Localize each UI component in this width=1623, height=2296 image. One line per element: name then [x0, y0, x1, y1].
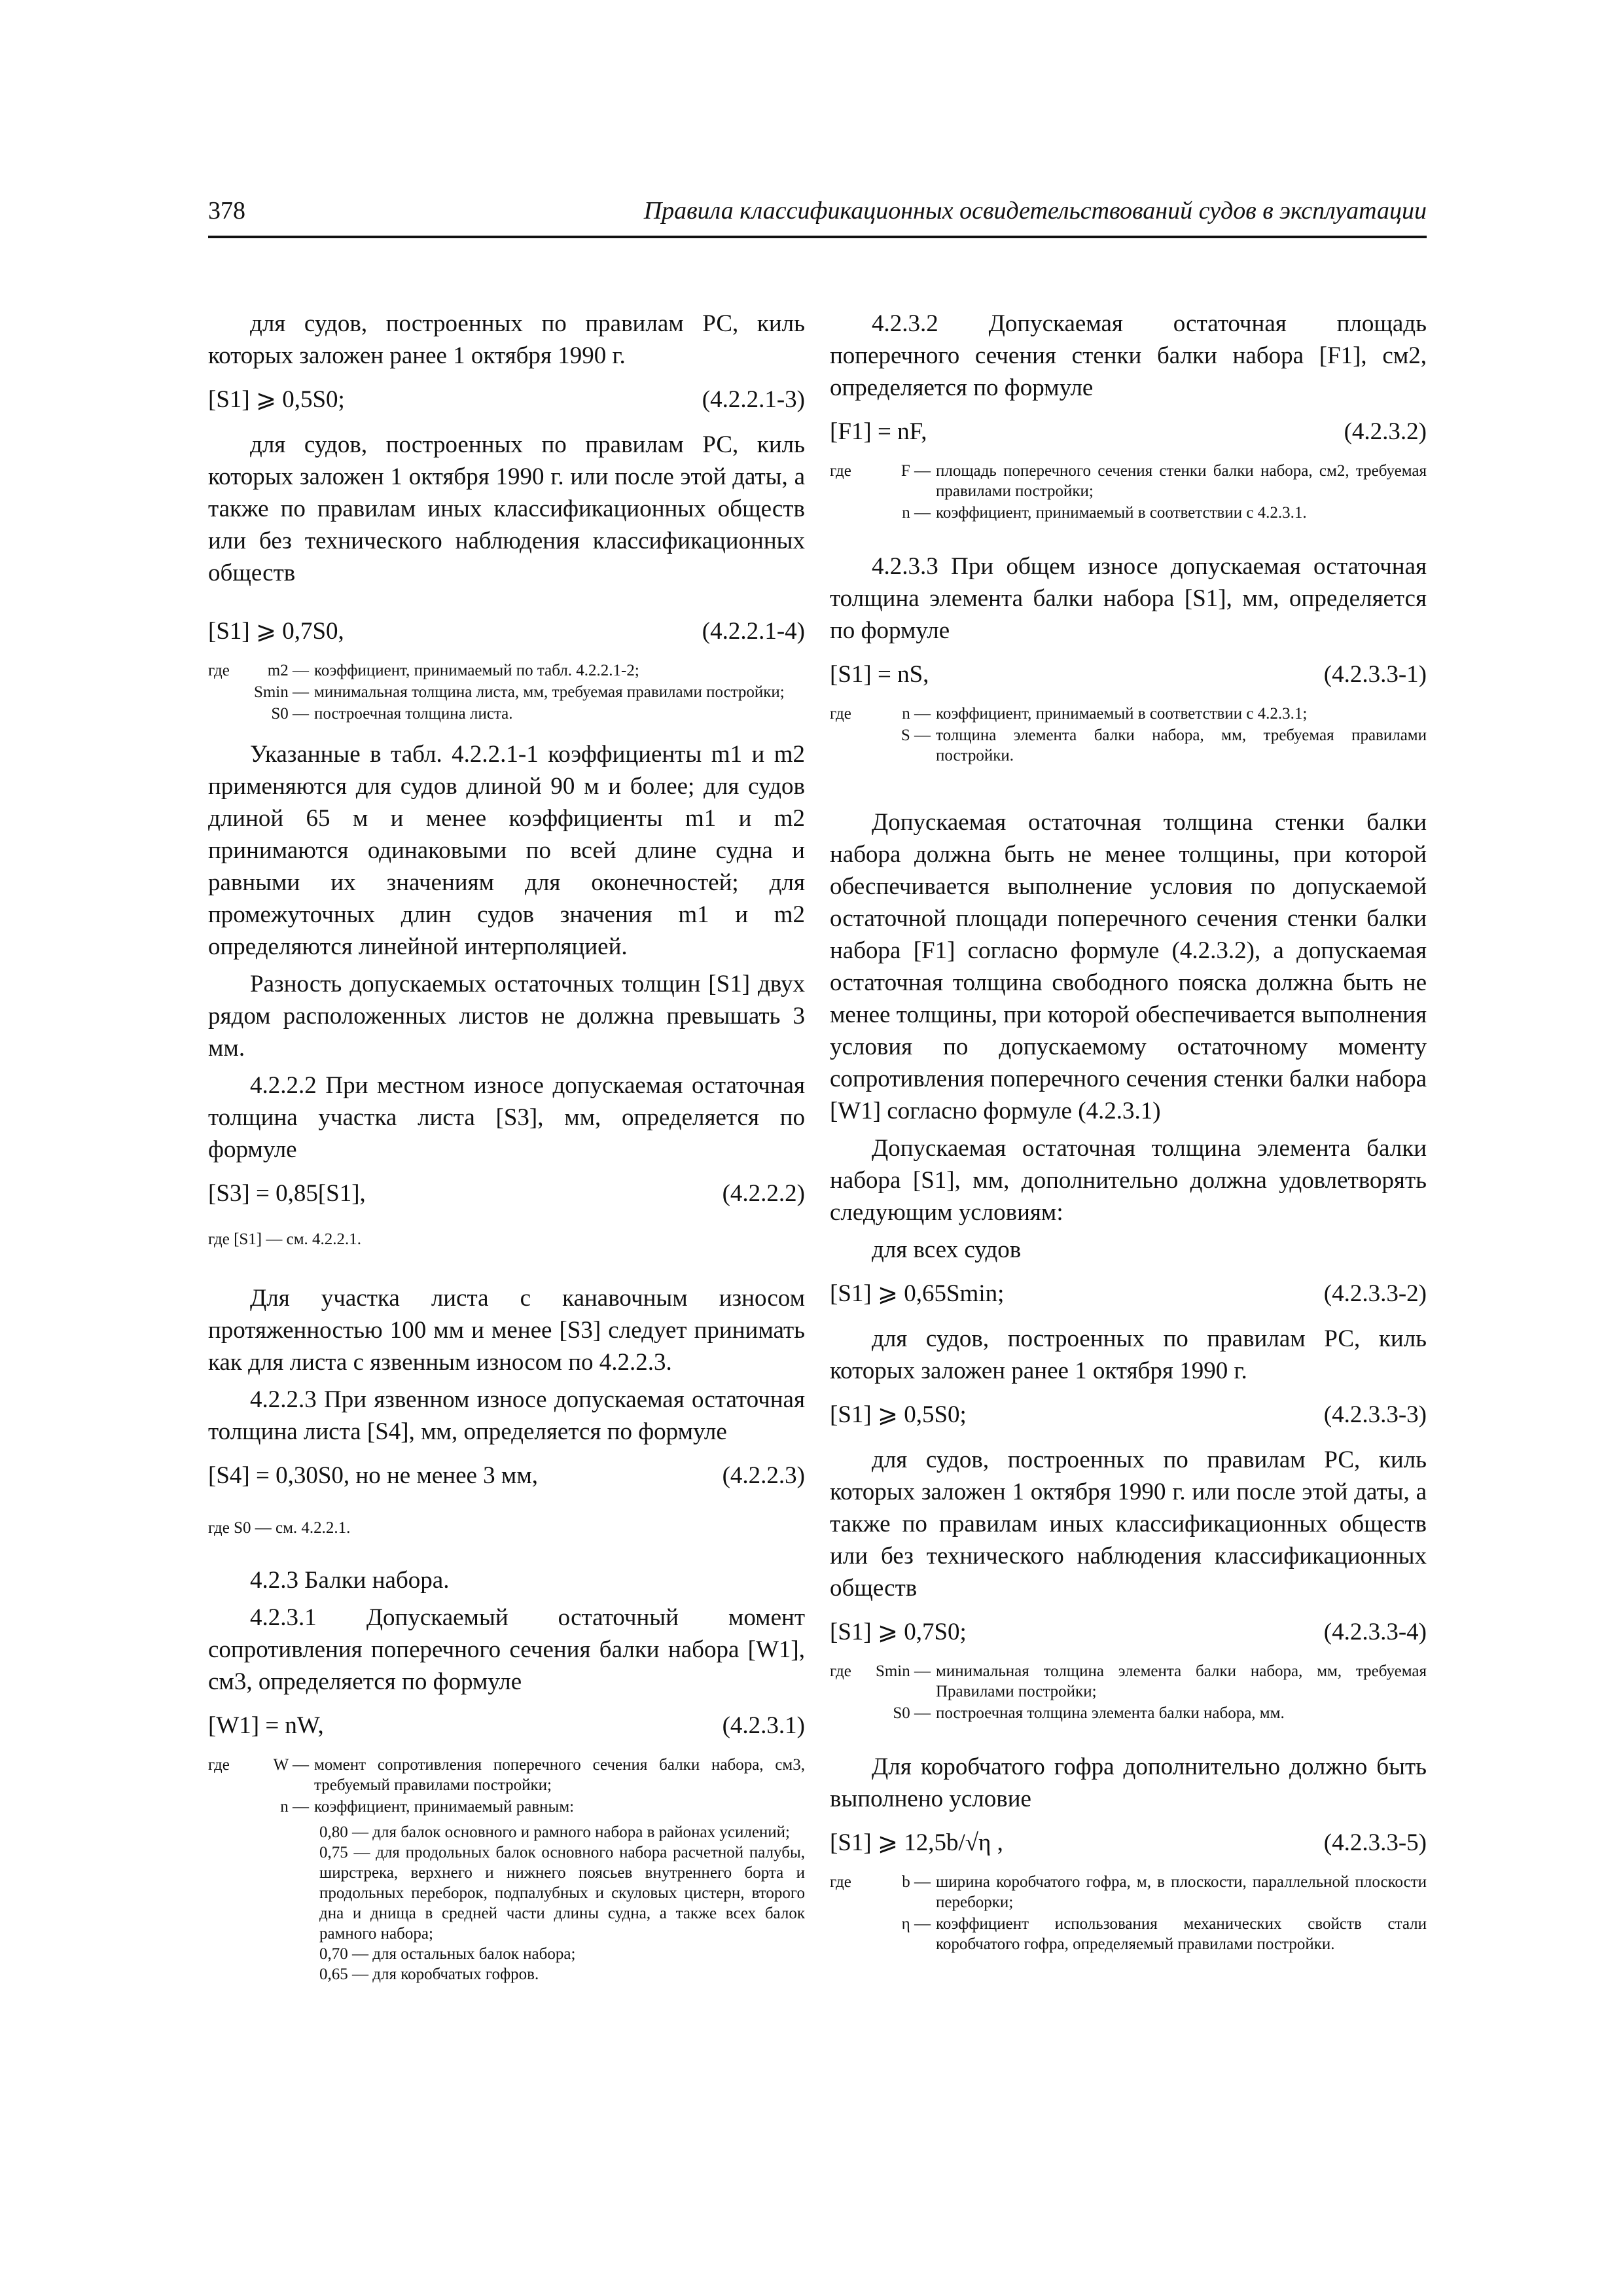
symbol-description: минимальная толщина листа, мм, требуемая правилами постройки;: [314, 683, 785, 701]
paragraph: для всех судов: [872, 1236, 1022, 1263]
formula-number: (4.2.3.3-3): [1323, 1401, 1427, 1428]
where-block: [208, 1518, 805, 1538]
formula-number: (4.2.3.1): [722, 1712, 805, 1739]
where-label: где: [830, 462, 851, 480]
formula-expression: [W1] = nW,: [208, 1712, 324, 1739]
symbol: S0 —: [271, 705, 309, 723]
symbol-description: построечная толщина элемента балки набора, мм.: [936, 1704, 1285, 1722]
where-block: [830, 461, 1427, 524]
paragraph: для судов, построенных по правилам РС, киль которых заложен 1 октября 1990 г. или после этой даты, а также по правилам иных классификационных обществ или без технического наблюдения классификационных обществ: [208, 431, 805, 586]
symbol-description: минимальная толщина элемента балки набора, мм, требуемая Правилами постройки;: [936, 1662, 1427, 1700]
symbol-description: момент сопротивления поперечного сечения балки набора, см3, требуемый правилами постройки;: [314, 1756, 805, 1794]
formula-expression: [S1] ⩾ 0,65Smin;: [830, 1280, 1005, 1307]
formula-expression: [S1] ⩾ 0,7S0,: [208, 618, 344, 645]
right-column: [830, 308, 1427, 1960]
formula: [830, 1399, 1427, 1431]
symbol-description: коэффициент использования механических свойств стали коробчатого гофра, определяемый правилами постройки.: [936, 1915, 1427, 1953]
symbol-description: коэффициент, принимаемый в соответствии с 4.2.3.1;: [936, 705, 1308, 723]
where-item: [873, 461, 1427, 501]
formula-number: (4.2.2.3): [722, 1462, 805, 1489]
where-item: [251, 682, 805, 702]
paragraph: для судов, построенных по правилам РС, киль которых заложен 1 октября 1990 г. или после этой даты, а также по правилам иных классификационных обществ или без технического наблюдения классификационных обществ: [830, 1446, 1427, 1602]
where-block: [830, 704, 1427, 767]
formula-expression: [S3] = 0,85[S1],: [208, 1180, 366, 1207]
symbol: F —: [901, 462, 931, 480]
symbol: m2 —: [267, 662, 309, 679]
coefficient-value: 0,80 — для балок основного и рамного набора в районах усилений;: [319, 1823, 790, 1841]
formula-expression: [S1] ⩾ 12,5b/√η ,: [830, 1829, 1003, 1856]
coefficient-value: 0,70 — для остальных балок набора;: [319, 1945, 576, 1963]
where-label: где: [830, 1662, 851, 1680]
formula: [830, 416, 1427, 448]
formula: [208, 1710, 805, 1742]
paragraph: для судов, построенных по правилам РС, киль которых заложен ранее 1 октября 1990 г.: [830, 1325, 1427, 1384]
formula-expression: [S1] ⩾ 0,7S0;: [830, 1619, 967, 1645]
formula: [830, 1278, 1427, 1310]
page-number: 378: [208, 197, 245, 224]
paragraph: 4.2.3.1 Допускаемый остаточный момент сопротивления поперечного сечения балки набора [W1], см3, определяется по формуле: [208, 1604, 805, 1695]
running-title: Правила классификационных освидетельствований судов в эксплуатации: [643, 197, 1427, 224]
paragraph: 4.2.3.2 Допускаемая остаточная площадь поперечного сечения стенки балки набора [F1], см2, определяется по формуле: [830, 310, 1427, 401]
coefficient-value: 0,65 — для коробчатых гофров.: [319, 1965, 539, 1983]
symbol: S —: [901, 726, 931, 744]
where-label: где: [830, 1873, 851, 1891]
symbol: Smin —: [875, 1662, 931, 1680]
paragraph: Для участка листа с канавочным износом протяженностью 100 мм и менее [S3] следует принимать как для листа с язвенным износом по 4.2.2.3.: [208, 1285, 805, 1376]
symbol-description: коэффициент, принимаемый равным:: [314, 1798, 575, 1816]
formula-number: (4.2.3.3-4): [1323, 1619, 1427, 1645]
where-item: [873, 1872, 1427, 1912]
formula-number: (4.2.2.1-4): [702, 618, 805, 645]
where-label: где: [830, 705, 851, 723]
paragraph: 4.2.3.3 При общем износе допускаемая остаточная толщина элемента балки набора [S1], мм, определяется по формуле: [830, 553, 1427, 644]
symbol-description: толщина элемента балки набора, мм, требуемая правилами постройки.: [936, 726, 1427, 764]
formula-expression: [S1] ⩾ 0,5S0;: [830, 1401, 967, 1428]
formula-number: (4.2.2.2): [722, 1180, 805, 1207]
symbol: n —: [280, 1798, 309, 1816]
where-item: [251, 1797, 805, 1817]
where-label: где: [208, 1756, 230, 1774]
paragraph: Допускаемая остаточная толщина элемента балки набора [S1], мм, дополнительно должна удовлетворять следующим условиям:: [830, 1135, 1427, 1226]
paragraph: Разность допускаемых остаточных толщин [S1] двух рядом расположенных листов не должна превышать 3 мм.: [208, 971, 805, 1062]
formula-number: (4.2.2.1-3): [702, 386, 805, 413]
where-item: [873, 1914, 1427, 1954]
formula: [208, 1177, 805, 1210]
where-label: где: [208, 662, 230, 679]
symbol-description: построечная толщина листа.: [314, 705, 513, 723]
formula: [208, 1460, 805, 1492]
section-heading: 4.2.3 Балки набора.: [250, 1567, 450, 1594]
formula: [830, 658, 1427, 691]
formula-number: (4.2.3.3-1): [1323, 661, 1427, 688]
formula: [830, 1827, 1427, 1859]
where-block: [208, 1229, 805, 1249]
formula-expression: [S1] ⩾ 0,5S0;: [208, 386, 345, 413]
where-item: [873, 704, 1427, 724]
where-text: где [S1] — см. 4.2.2.1.: [208, 1230, 362, 1248]
paragraph: Указанные в табл. 4.2.2.1-1 коэффициенты m1 и m2 применяются для судов длиной 90 м и более; для судов длиной 65 м и менее коэффициенты m1 и m2 принимаются одинаковыми по всей длине судна и равными их значениям для оконечностей; для промежуточных длин судов значения m1 и m2 определяются линейной интерполяцией.: [208, 741, 805, 960]
where-item: [873, 725, 1427, 766]
formula-number: (4.2.3.3-5): [1323, 1829, 1427, 1856]
formula-number: (4.2.3.2): [1344, 418, 1427, 445]
formula-expression: [S1] = nS,: [830, 661, 929, 688]
symbol-description: коэффициент, принимаемый в соответствии с 4.2.3.1.: [936, 504, 1307, 522]
paragraph: 4.2.2.3 При язвенном износе допускаемая остаточная толщина листа [S4], мм, определяется по формуле: [208, 1386, 805, 1445]
where-item: [251, 1755, 805, 1795]
where-block: [830, 1872, 1427, 1956]
formula-expression: [S4] = 0,30S0, но не менее 3 мм,: [208, 1462, 538, 1489]
paragraph: Для коробчатого гофра дополнительно должно быть выполнено условие: [830, 1753, 1427, 1812]
coefficient-value: 0,75 — для продольных балок основного набора расчетной палубы, ширстрека, верхнего и нижнего поясьев внутреннего борта и продольных переборок, подпалубных и скуловых цистерн, второго дна и днища в средней части длины судна, а также всех балок рамного набора;: [319, 1844, 805, 1943]
symbol: S0 —: [893, 1704, 931, 1722]
where-item: [251, 660, 805, 681]
formula: [830, 1616, 1427, 1648]
paragraph: 4.2.2.2 При местном износе допускаемая остаточная толщина участка листа [S3], мм, определяется по формуле: [208, 1072, 805, 1163]
where-block: [208, 660, 805, 725]
formula: [208, 615, 805, 647]
where-item: [873, 1703, 1427, 1723]
symbol: n —: [902, 504, 931, 522]
page-header: [208, 196, 1427, 238]
where-item: [873, 503, 1427, 523]
left-column: [208, 308, 805, 1984]
symbol: Smin —: [253, 683, 309, 701]
paragraph: для судов, построенных по правилам РС, киль которых заложен ранее 1 октября 1990 г.: [208, 310, 805, 369]
symbol-description: площадь поперечного сечения стенки балки набора, см2, требуемая правилами постройки;: [936, 462, 1427, 500]
where-block: [830, 1661, 1427, 1725]
symbol-description: ширина коробчатого гофра, м, в плоскости, параллельной плоскости переборки;: [936, 1873, 1427, 1911]
formula-expression: [F1] = nF,: [830, 418, 927, 445]
symbol-description: коэффициент, принимаемый по табл. 4.2.2.1-2;: [314, 662, 639, 679]
where-item: [873, 1661, 1427, 1702]
where-block: [208, 1755, 805, 1818]
where-text: где S0 — см. 4.2.2.1.: [208, 1519, 351, 1537]
formula-number: (4.2.3.3-2): [1323, 1280, 1427, 1307]
symbol: b —: [902, 1873, 931, 1891]
symbol: η —: [901, 1915, 931, 1933]
where-item: [251, 704, 805, 724]
symbol: n —: [902, 705, 931, 723]
symbol: W —: [273, 1756, 309, 1774]
paragraph: Допускаемая остаточная толщина стенки балки набора должна быть не менее толщины, при которой обеспечивается выполнение условия по допускаемой остаточной площади поперечного сечения стенки балки набора [F1] согласно формуле (4.2.3.2), а допускаемая остаточная толщина свободного пояска должна быть не менее толщины, при которой обеспечивается выполнения условия по допускаемому остаточному моменту сопротивления поперечного сечения стенки балки набора [W1] согласно формуле (4.2.3.1): [830, 809, 1427, 1124]
formula: [208, 384, 805, 416]
